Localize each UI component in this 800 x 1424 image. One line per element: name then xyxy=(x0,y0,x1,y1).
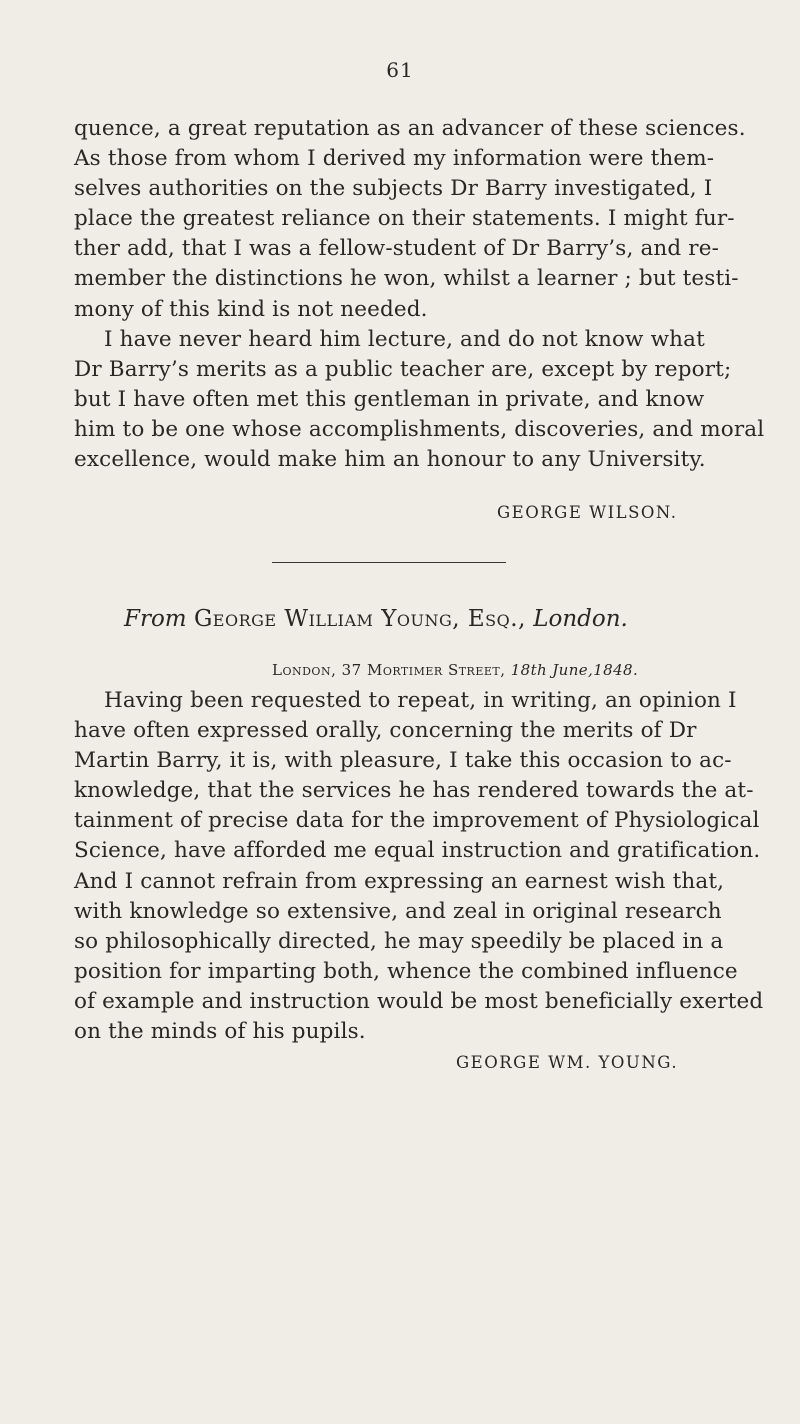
signature-george-young: GEORGE WM. YOUNG. xyxy=(456,1053,679,1072)
heading-name: George William Young, Esq., xyxy=(193,606,526,632)
text-line: Martin Barry, it is, with pleasure, I take this occasion to ac- xyxy=(74,748,732,774)
text-line: have often expressed orally, concerning the merits of Dr xyxy=(74,718,697,744)
text-line: quence, a great reputation as an advancer of these sciences. xyxy=(74,116,746,141)
text-line: selves authorities on the subjects Dr Barry investigated, I xyxy=(74,176,713,202)
text-line: Science, have afforded me equal instruction and gratification. xyxy=(74,838,761,864)
text-line: but I have often met this gentleman in private, and know xyxy=(74,387,705,413)
letter-heading xyxy=(124,606,628,632)
dateline-date: 18th June,1848. xyxy=(510,661,639,679)
paragraph-1 xyxy=(74,114,746,325)
text-line: excellence, would make him an honour to any University. xyxy=(74,447,706,473)
text-line: Dr Barry’s merits as a public teacher are, except by report; xyxy=(74,357,732,383)
page-number: 61 xyxy=(386,58,414,82)
text-line: And I cannot refrain from expressing an earnest wish that, xyxy=(74,868,725,894)
signature-george-wilson: GEORGE WILSON. xyxy=(497,503,678,522)
heading-place: London. xyxy=(533,606,628,632)
paragraph-2 xyxy=(74,325,765,475)
text-line: tainment of precise data for the improvement of Physiological xyxy=(74,808,760,834)
text-line: on the minds of his pupils. xyxy=(74,1019,366,1045)
text-line: knowledge, that the services he has rendered towards the at- xyxy=(74,778,754,804)
paragraph-3 xyxy=(74,686,764,1047)
text-line: As those from whom I derived my information were them- xyxy=(74,146,715,172)
dateline-address: London, 37 Mortimer Street, xyxy=(272,661,506,679)
text-line: of example and instruction would be most beneficially exerted xyxy=(74,988,764,1014)
text-line: member the distinctions he won, whilst a learner ; but testi- xyxy=(74,266,739,292)
text-line: I have never heard him lecture, and do not know what xyxy=(104,327,705,352)
text-line: ther add, that I was a fellow-student of Dr Barry’s, and re- xyxy=(74,236,720,262)
section-divider xyxy=(272,562,506,563)
text-line: with knowledge so extensive, and zeal in original research xyxy=(74,898,722,924)
letter-dateline xyxy=(272,661,638,679)
text-line: mony of this kind is not needed. xyxy=(74,296,428,322)
text-line: him to be one whose accomplishments, discoveries, and moral xyxy=(74,417,765,443)
text-line: position for imparting both, whence the combined influence xyxy=(74,958,738,984)
text-line: place the greatest reliance on their statements. I might fur- xyxy=(74,206,735,232)
text-line: Having been requested to repeat, in writing, an opinion I xyxy=(104,688,737,713)
heading-from: From xyxy=(124,606,187,632)
text-line: so philosophically directed, he may speedily be placed in a xyxy=(74,928,724,954)
